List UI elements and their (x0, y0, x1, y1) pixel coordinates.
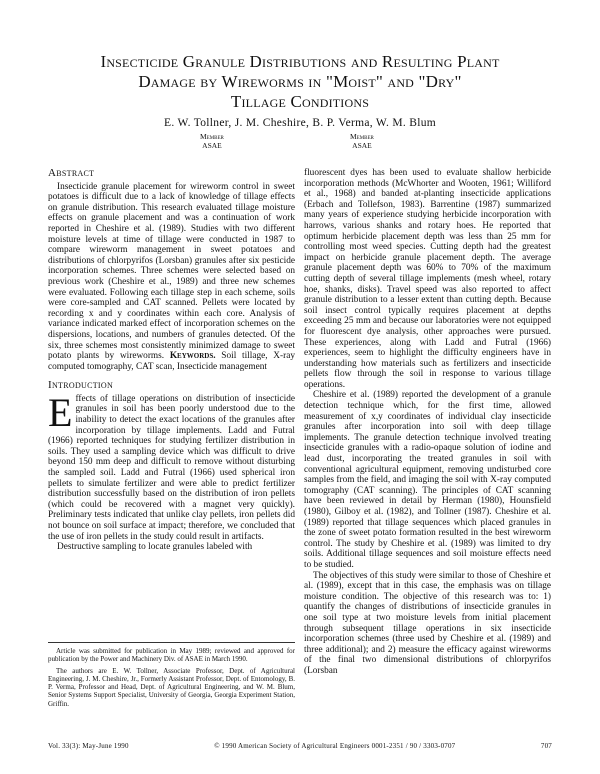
footnotes (48, 642, 295, 711)
footer-copyright: © 1990 American Society of Agricultural Engineers 0001-2351 / 90 / 3303-0707 (214, 742, 456, 750)
title-line-3: Tillage Conditions (230, 92, 370, 111)
member-label-1 (200, 132, 224, 150)
right-paragraph-1: fluorescent dyes has been used to evaluate shallow herbicide incorporation methods (McWhorter and Wooten, 1961; Williford et al., 1968) and banded at-planting insecticide applications (Erbach and Tollefson, 1983). Barrentine (1987) summarized many years of experience studying herbicide incorporation with harrows, various shanks and rotary hoes. He reported that optimum herbicide placement depth was less than 25 mm for controlling most weed species. Cutting depth had the greatest impact on herbicide granule placement depth. The average granule placement depth was 60% to 70% of the maximum cutting depth of several tillage implements (mesh wheel, rotary hoe, shanks, disks). Travel speed was also reported to affect granule distribution to a lesser extent than cutting depth. Because soil insect control typically requires placement at depths exceeding 25 mm and because our laboratories were not equipped for fluorescent dye analysis, other approaches were pursued. These experiences, along with Ladd and Futral (1966) experiences, seem to highlight the difficulty engineers have in understanding how materials such as fertilizers and insecticide pellets flow through the soil in response to various tillage operations. (304, 168, 551, 390)
right-paragraph-2: Cheshire et al. (1989) reported the development of a granule detection technique which, for the first time, allowed measurement of x,y coordinates of individual clay insecticide granules after incorporation into soil with deep tillage implements. The granule detection technique involved treating insecticide granules with a radio-opaque solution of iodine and lead dust, incorporating the treated granules in soil with conventional agricultural equipment, removing undisturbed core samples from the field, and imaging the soil with X-ray computed tomography (CAT scanning). The principles of CAT scanning have been reviewed in detail by Herman (1980), Hounsfield (1980), Gilboy et al. (1982), and Tollner (1987). Cheshire et al. (1989) reported that tillage sequences which placed granules in the zone of sweet potato formation resulted in the best wireworm control. The study by Cheshire et al. (1989) was limited to dry soils. Additional tillage sequences and soil moisture effects need to be studied. (304, 390, 551, 570)
abstract-text: Insecticide granule placement for wireworm control in sweet potatoes is difficult due to a lack of knowledge of tillage effects on granule distribution. This research evaluated tillage moisture effects on granule placement and was a continuation of work reported in Cheshire et al. (1989). Studies with two different moisture levels at time of tillage were conducted in 1987 to compare wireworm management in sweet potatoes and distributions of chlorpyrifos (Lorsban) granules after six pesticide incorporation schemes. Three schemes were selected based on previous work (Cheshire et al., 1989) and three new schemes were evaluated. Following each tillage step in each scheme, soils were core-sampled and CAT scanned. Pellets were located by recording x and y coordinates within each core. Analysis of variance indicated marked effect of incorporation schemes on the dispersions, locations, and numbers of granules detected. Of the six, three schemes most consistently minimized damage to sweet potato plants by wireworms. (48, 181, 295, 362)
title-line-2: Damage by Wireworms in "Moist" and "Dry" (138, 72, 462, 91)
paper-title (40, 52, 560, 112)
left-column (48, 168, 295, 553)
footer-page-number: 707 (540, 742, 552, 750)
footnote-submission: Article was submitted for publication in May 1989; reviewed and approved for publication by the Power and Machinery Div. of ASAE in March 1990. (48, 647, 295, 664)
keywords-text: Soil tillage, X-ray computed tomography, CAT scan, Insecticide management (48, 351, 295, 372)
right-column (304, 168, 551, 677)
keywords-label: Keywords. (169, 351, 216, 362)
intro-paragraph-1-text: ffects of tillage operations on distribution of insecticide granules in soil has been poorly understood due to the inability to detect the exact locations of the granules after incorporation by tillage implements. Ladd and Futral (1966) reported techniques for studying fertilizer distribution in soils. They used a sampling device which was difficult to drive beyond 150 mm deep and difficult to remove without disturbing the sampled soil. Ladd and Futral (1966) used spherical iron pellets to simulate fertilizer and were able to predict fertilizer distribution successfully based on the distribution of iron pellets (which could be recovered with a magnet very quickly). Preliminary tests indicated that unlike clay pellets, iron pellets did not bounce on soil surface at impact; therefore, we concluded that the use of iron pellets in the study could result in artifacts. (48, 393, 295, 542)
member-label-2-title: Member (350, 132, 374, 141)
abstract-body (48, 182, 295, 373)
member-label-2-society: ASAE (352, 141, 372, 150)
member-label-1-title: Member (200, 132, 224, 141)
intro-paragraph-1 (48, 389, 295, 542)
footer-volume: Vol. 33(3): May-June 1990 (48, 742, 129, 750)
author-list: E. W. Tollner, J. M. Cheshire, B. P. Verma, W. M. Blum (164, 117, 436, 129)
intro-paragraph-2: Destructive sampling to locate granules labeled with (57, 542, 253, 553)
right-paragraph-3: The objectives of this study were similar to those of Cheshire et al. (1989), except that in this case, the emphasis was on tillage moisture condition. The objective of this research was to: 1) quantify the changes of distributions of insecticide granules in one soil type at two moisture levels from initial placement through subsequent tillage operations in six insecticide incorporation schemes (three used by Cheshire et al. (1989) and three additional); and 2) measure the efficacy against wireworms of the final two dimensional distributions of chlorpyrifos (Lorsban (304, 570, 551, 676)
footnote-authors: The authors are E. W. Tollner, Associate Professor, Dept. of Agricultural Engineering, J. M. Cheshire, Jr., Formerly Assistant Professor, Dept. of Entomology, B. P. Verma, Professor and Head, Dept. of Agricultural Engineering, and W. M. Blum, Senior Systems Support Specialist, University of Georgia, Georgia Experiment Station, Griffin. (48, 666, 295, 708)
abstract-heading: Abstract (48, 167, 95, 179)
member-label-1-society: ASAE (202, 141, 222, 150)
drop-cap: E (48, 389, 73, 435)
title-line-1: Insecticide Granule Distributions and Resulting Plant (100, 52, 500, 71)
page-footer (48, 742, 552, 750)
introduction-heading: Introduction (48, 379, 114, 392)
member-label-2 (350, 132, 374, 150)
